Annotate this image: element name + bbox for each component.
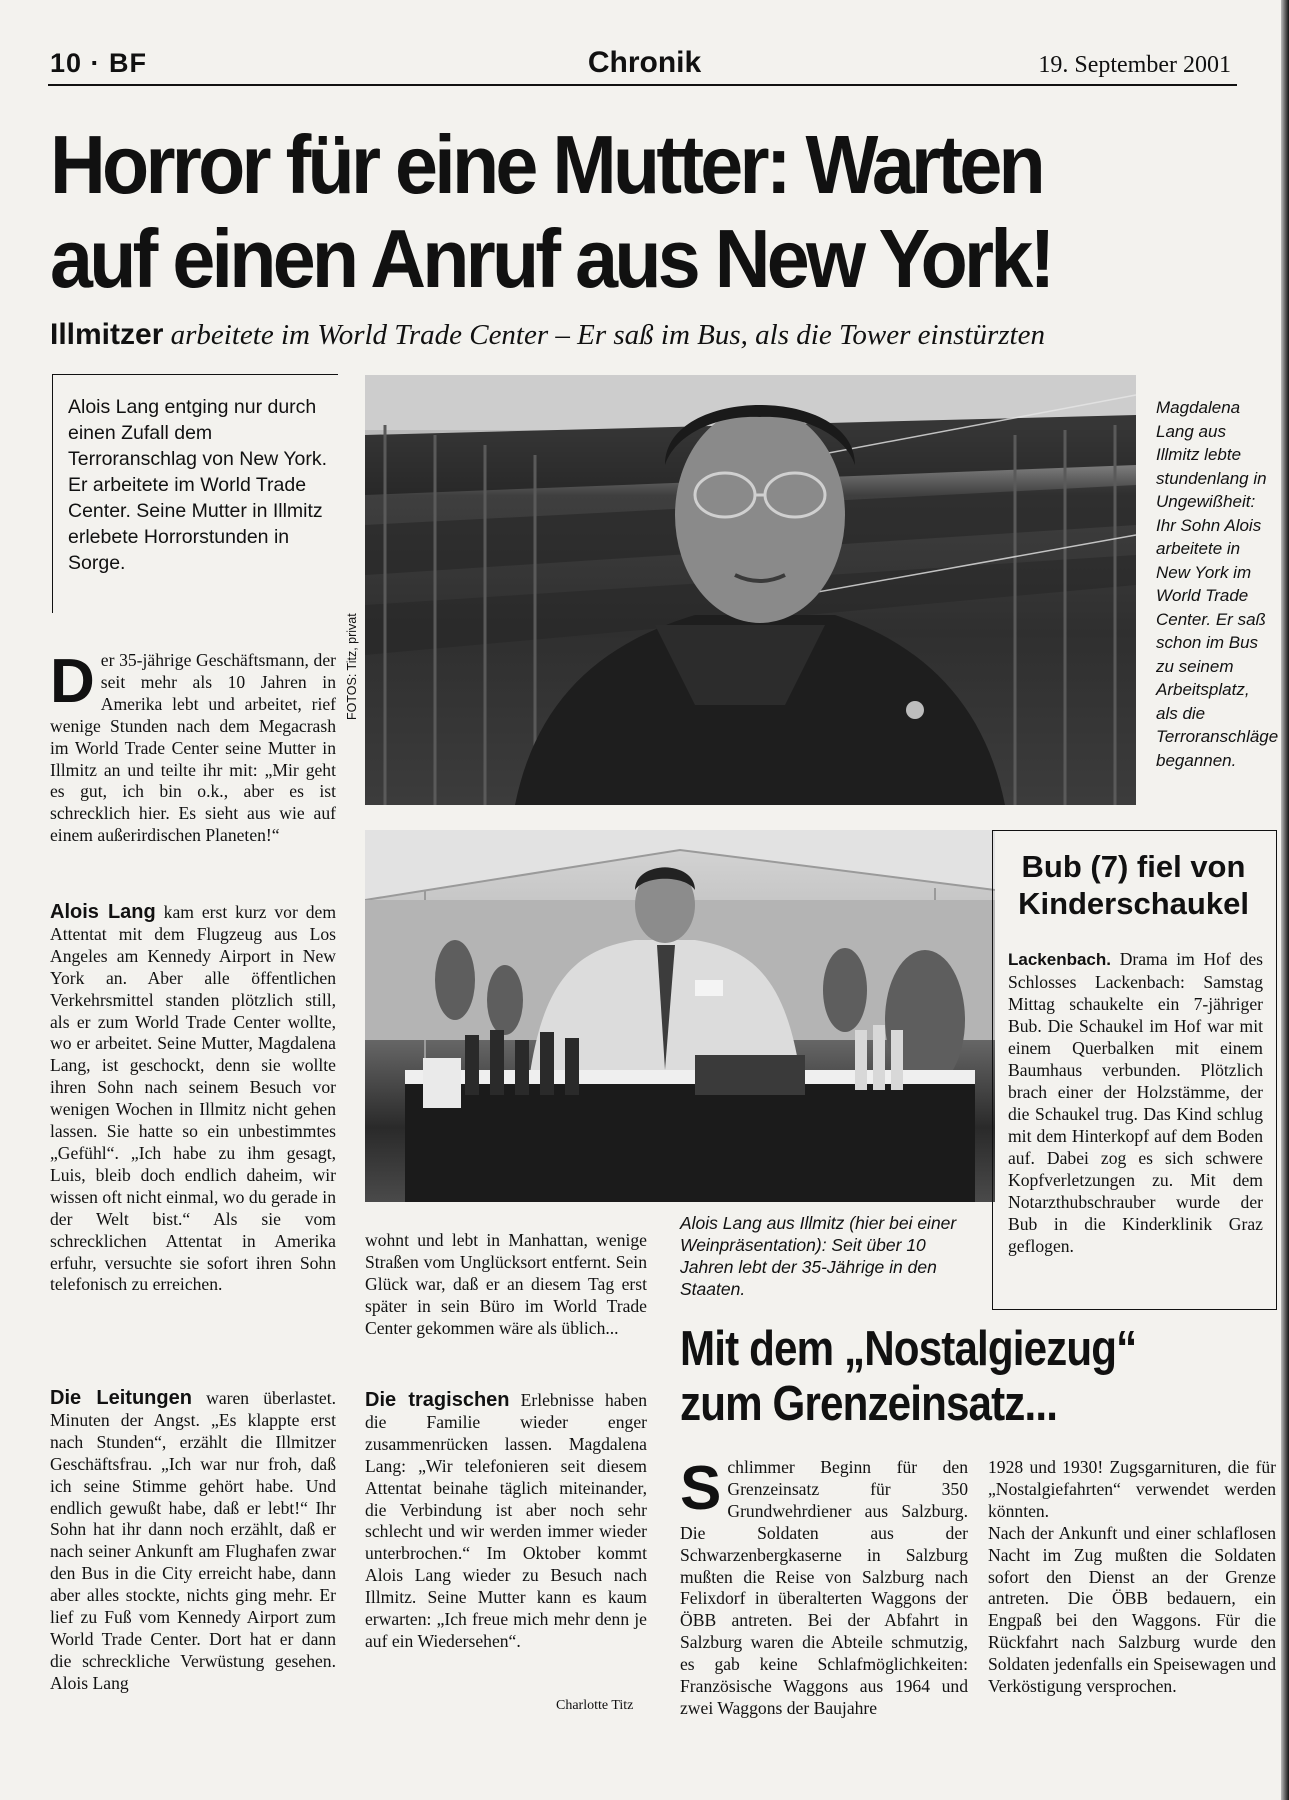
article-paragraph-2 <box>50 902 336 1296</box>
main-headline <box>50 118 1166 306</box>
article-dropcap: D <box>50 647 95 716</box>
article-keyword-3: Die Leitungen <box>50 1387 192 1409</box>
article-author: Charlotte Titz <box>556 1698 634 1713</box>
photo-caption-2: Alois Lang aus Illmitz (hier bei einer Weinpräsentation): Seit über 10 Jahren lebt der 35-Jährige in den Staaten. <box>680 1213 957 1299</box>
story2-text-1: chlimmer Beginn für den Grenzeinsatz für 350 Grundwehrdiener aus Salzburg. Die Soldaten aus der Schwarzenbergkaserne in Salzburg mußten die Reise von Salzburg nach Felixdorf in überalterten Waggons der ÖBB antreten. Bei der Abfahrt in Salzburg waren die Abteile schmutzig, es gab keine Schlafmöglichkeiten: Französische Waggons aus 1964 und zwei Waggons der Baujahre <box>680 1457 968 1718</box>
photo-magdalena-lang-image <box>365 375 1136 805</box>
photo-magdalena-lang <box>365 375 1136 805</box>
article-keyword-5: Die tragischen <box>365 1389 510 1411</box>
photo-alois-lang-image <box>365 830 995 1202</box>
sidebar-title: Bub (7) fiel von Kinderschaukel <box>1018 849 1249 921</box>
photo-alois-lang <box>365 830 995 1202</box>
lead-text: Alois Lang entging nur durch einen Zufall dem Terroranschlag von New York. Er arbeitete im World Trade Center. Seine Mutter in Illmitz erlebete Horrorstunden in Sorge. <box>68 396 328 574</box>
issue-date: 19. September 2001 <box>1038 52 1231 78</box>
story2-headline: Mit dem „Nostalgiezug“ zum Grenzeinsatz... <box>680 1322 1137 1431</box>
article-text-3: waren überlastet. Minuten der Angst. „Es klappte erst nach Stunden“, erzählt die Illmitzer Geschäftsfrau. „Ich war nur froh, daß ich seine Stimme gehört habe. Und endlich gewußt habe, daß er lebt!“ Ihr Sohn hat ihr dann noch erzählt, daß er nach seiner Ankunft am Flughafen zwar den Bus in die City erreicht habe, dann aber alles stockte, nichts ging mehr. Er lief zu Fuß vom Kennedy Airport zum World Trade Center. Dort hat er dann die schreckliche Verwüstung gesehen. Alois Lang <box>50 1388 337 1693</box>
article-paragraph-5 <box>365 1390 647 1653</box>
page-edge-shadow <box>1281 0 1289 1800</box>
headline-line-2: auf einen Anruf aus New York! <box>50 212 1052 305</box>
story2-dropcap: S <box>680 1454 722 1523</box>
story2-text-2: 1928 und 1930! Zugsgarnituren, die für „Nostalgiefahrten“ verwendet werden könnten. <box>988 1457 1276 1521</box>
sidebar-text <box>1008 948 1263 1257</box>
story2-column-2 <box>988 1457 1276 1698</box>
article-text-2: kam erst kurz vor dem Attentat mit dem Flugzeug aus Los Angeles am Kennedy Airport in New York an. Aber alle öffentlichen Verkehrsmittel standen plötzlich still, als er zum World Trade Center wollte, wo er arbeitet. Seine Mutter, Magdalena Lang, ist geschockt, denn sie wollte ihren Sohn nach seinem Besuch vor wenigen Wochen in Illmitz nicht gehen lassen. Sie hatte so ein unbestimmtes „Gefühl“. „Ich habe zu ihm gesagt, Luis, bleib doch endlich daheim, wir wissen oft nicht einmal, wo du gerade in der Welt bist.“ Als sie vom schrecklichen Attentat in Amerika erfuhr, versuchte sie sofort ihren Sohn telefonisch zu erreichen. <box>50 902 337 1295</box>
sidebar-place: Lackenbach. <box>1008 950 1111 969</box>
headline-line-1: Horror für eine Mutter: Warten <box>50 118 1042 211</box>
story2-column-1 <box>680 1454 968 1720</box>
article-paragraph-1 <box>50 647 336 847</box>
subheadline-text: arbeitete im World Trade Center – Er saß im Bus, als die Tower einstürzten <box>170 319 1045 351</box>
article-text-5: Erlebnisse haben die Familie wieder enger zusammenrücken lassen. Magdalena Lang: „Wir telefonieren seit diesem Attentat beinahe täglich miteinander, die Verbindung ist aber noch sehr schlecht und wir werden immer wieder unterbrochen.“ Im Oktober kommt Alois Lang wieder zu Besuch nach Illmitz. Seine Mutter kann es kaum erwarten: „Ich freue mich mehr denn je auf ein Wiedersehen“. <box>365 1390 647 1651</box>
photo-caption-1: Magdalena Lang aus Illmitz lebte stundenlang in Ungewißheit: Ihr Sohn Alois arbeitete in New York im World Trade Center. Er saß schon im Bus zu seinem Arbeitsplatz, als die Terroranschläge begannen. <box>1156 398 1279 770</box>
article-keyword-2: Alois Lang <box>50 901 156 923</box>
section-title: Chronik <box>587 46 702 79</box>
article-paragraph-4: wohnt und lebt in Manhattan, wenige Straßen vom Unglücksort entfernt. Sein Glück war, daß er an diesem Tag erst später in sein Büro im World Trade Center gekommen wäre als üblich... <box>365 1230 647 1338</box>
page-number: 10 · BF <box>50 48 148 78</box>
sidebar-body: Drama im Hof des Schlosses Lackenbach: Samstag Mittag schaukelte ein 7-jähriger Bub. Die Schaukel im Hof war mit einem Querbalken mit einem Baumhaus verbunden. Plötzlich brach einer der Holzstämme, der die Schaukel trug. Das Kind schlug mit dem Hinterkopf auf dem Boden auf. Dabei zog es sich schwere Kopfverletzungen zu. Mit dem Notarzthubschrauber wurde der Bub in die Kinderklinik Graz geflogen. <box>1008 949 1263 1256</box>
subheadline <box>50 318 1250 352</box>
article-paragraph-3 <box>50 1388 336 1695</box>
article-text-1: er 35-jährige Geschäftsmann, der seit mehr als 10 Jahren in Amerika lebt und arbeitet, rief wenige Stunden nach dem Megacrash im World Trade Center seine Mutter in Illmitz an und teilte ihr mit: „Mir geht es gut, ich bin o.k., aber es ist schrecklich hier. Es sieht aus wie auf einem außerirdischen Planeten!“ <box>50 650 336 846</box>
photo-credit: FOTOS: Titz, privat <box>345 613 359 720</box>
header-rule <box>48 84 1237 86</box>
story2-text-3: Nach der Ankunft und einer schlaflosen Nacht im Zug mußten die Soldaten sofort den Dienst an der Grenze antreten. Die ÖBB bedauern, ein Engpaß bei den Waggons. Für die Rückfahrt nach Salzburg wurde den Soldaten jedenfalls ein Speisewagen und Verköstigung versprochen. <box>988 1522 1276 1697</box>
subheadline-keyword: Illmitzer <box>50 318 164 351</box>
